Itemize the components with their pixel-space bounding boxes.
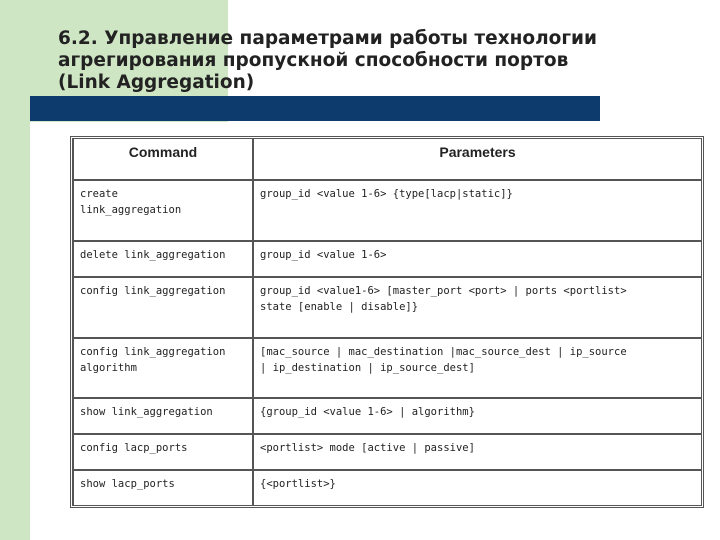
- parameters-cell: {group_id <value 1-6> | algorithm}: [252, 398, 702, 434]
- slide-title-line: агрегирования пропускной способности портов: [58, 50, 569, 71]
- table-header-row: [72, 138, 702, 180]
- table-row: [72, 277, 702, 338]
- slide-title-line: (Link Aggregation): [58, 72, 255, 93]
- column-header-command: Command: [72, 138, 252, 180]
- parameters-cell: [mac_source | mac_destination |mac_source_dest | ip_source | ip_destination | ip_source_dest]: [252, 338, 702, 399]
- table-row: [72, 434, 702, 470]
- command-cell: show lacp_ports: [72, 470, 252, 506]
- title-underline-bar: [30, 96, 600, 121]
- parameters-cell: <portlist> mode [active | passive]: [252, 434, 702, 470]
- slide-title-line: 6.2. Управление параметрами работы технологии: [58, 28, 597, 49]
- table-row: [72, 470, 702, 506]
- parameters-cell: group_id <value 1-6> {type[lacp|static]}: [252, 180, 702, 241]
- table-row: [72, 241, 702, 277]
- command-cell: show link_aggregation: [72, 398, 252, 434]
- table-row: [72, 180, 702, 241]
- parameters-cell: group_id <value 1-6>: [252, 241, 702, 277]
- table-row: [72, 338, 702, 399]
- parameters-cell: {<portlist>}: [252, 470, 702, 506]
- command-cell: config lacp_ports: [72, 434, 252, 470]
- command-cell: create link_aggregation: [72, 180, 252, 241]
- command-cell: config link_aggregation: [72, 277, 252, 338]
- parameters-cell: group_id <value1-6> [master_port <port> | ports <portlist> state [enable | disable]}: [252, 277, 702, 338]
- table-row: [72, 398, 702, 434]
- command-cell: delete link_aggregation: [72, 241, 252, 277]
- slide-title: [58, 28, 708, 94]
- commands-table-frame: [70, 136, 704, 508]
- command-cell: config link_aggregation algorithm: [72, 338, 252, 399]
- commands-table: [72, 138, 702, 506]
- column-header-parameters: Parameters: [252, 138, 702, 180]
